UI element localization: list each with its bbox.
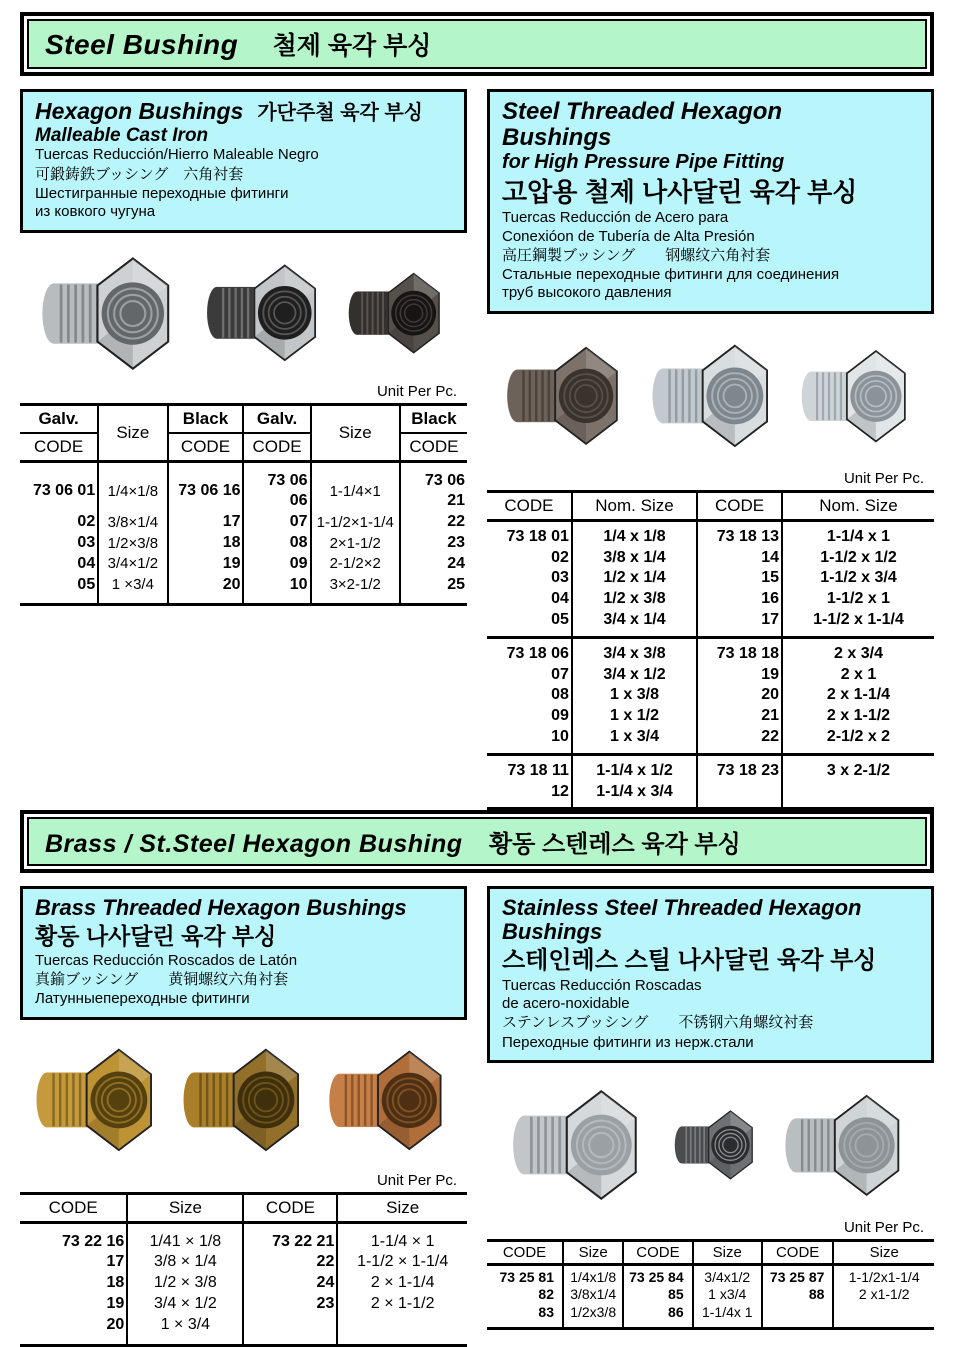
code-cell: 73 25 87 [762,1264,834,1286]
steel-title-en1: Steel Threaded Hexagon [502,98,783,125]
top-banner-title-en: Steel Bushing [45,29,239,60]
size-cell: 1/2 x 3/8 [572,589,697,610]
size-header: Size [337,1193,467,1222]
unit-per-pc-label: Unit Per Pc. [376,1171,457,1189]
brass-title-en: Brass Threaded Hexagon Bushings [35,895,407,921]
section-stainless-bushings [487,886,934,1330]
size-cell: 1-1/2 × 1-1/4 [337,1252,467,1273]
table-row [20,461,467,512]
code-cell: 22 [243,1252,337,1273]
hexagon-line-es: Tuercas Reducción/Hierro Maleable Negro [35,146,319,164]
stainless-medium-bushing-photo [777,1090,917,1198]
size-cell: 3/8x1/4 [563,1286,623,1304]
size-cell: 3/4 × 1/2 [127,1294,243,1315]
code-cell: 18 [106,1274,125,1292]
steel-title-en2: Bushings [502,123,612,151]
size-cell: 1/4x1/8 [563,1264,623,1286]
panel-title [35,99,454,125]
size-header: Size [98,404,167,461]
code-cell: 17 [106,1253,125,1271]
code-cell: 22 [447,513,465,531]
code-cell: 15 [697,568,782,589]
code-cell: 04 [77,554,96,572]
stainless-codes-table [487,1239,934,1331]
steel-title-ko: 고압용 철제 나사달린 육각 부싱 [502,176,858,207]
table-row [20,512,467,533]
brass-panel [20,886,467,1019]
code-cell: 20 [697,685,782,706]
code-cell: 03 [551,569,569,587]
code-cell: 08 [243,533,310,554]
hexagon-line-ru2: из ковкого чугуна [35,203,156,221]
size-cell: 3/8 x 1/4 [572,548,697,569]
section-hexagon-bushings [20,89,467,606]
black-header: Black [400,404,467,433]
stainless-line-ru: Переходные фитинги из нерж.стали [502,1033,754,1051]
table-row [487,665,934,686]
code-cell: 19 [697,665,782,686]
steel-line-es2: Conexióon de Tubería de Alta Presión [502,227,755,245]
stainless-title-en2: Bushings [502,919,603,945]
code-cell: 88 [762,1286,834,1304]
galvanized-black-bushing-photo [199,260,333,363]
table-row [487,727,934,754]
code-cell: 73 06 01 [32,481,96,499]
zinc-bushing-photo [644,340,786,449]
table-row [487,637,934,664]
size-cell: 1-1/2 x 1 [782,589,934,610]
copper-bushing-photo [321,1046,459,1152]
size-header: Size [311,404,400,461]
size-cell: 1-1/4 x 3/4 [572,782,697,809]
brass-codes-table [20,1192,467,1347]
code-cell: 07 [551,665,569,683]
size-cell: 1/2 × 3/8 [127,1273,243,1294]
galv-header: Galv. [243,404,310,433]
brass-title-ko: 황동 나사달린 육각 부싱 [35,923,277,950]
unit-per-pc-label: Unit Per Pc. [843,469,924,487]
steel-line-ru1: Стальные переходные фитинги для соединения [502,266,840,284]
galv-header: Galv. [20,404,98,433]
table-row [487,1286,934,1304]
top-banner-inner [27,19,927,69]
top-banner [20,12,934,76]
dark-steel-bushing-photo [499,342,635,447]
code-cell: 18 [222,533,241,551]
code-cell: 07 [243,512,310,533]
code-cell: 02 [551,548,569,566]
code-header: CODE [697,491,782,520]
code-header: CODE [502,1243,547,1261]
code-cell: 20 [106,1315,125,1333]
code-cell: 73 18 11 [507,761,569,779]
size-cell [337,1315,467,1345]
code-cell [243,1315,337,1345]
unit-per-pc-label: Unit Per Pc. [843,1218,924,1236]
stainless-small-bushing-photo [669,1107,765,1181]
table-row [20,533,467,554]
zinc-bushing-photo [794,346,922,444]
galvanized-bushing-photo [33,252,189,372]
brass-line-ru: Латунныепереходные фитинги [35,990,250,1008]
code-cell: 20 [222,575,241,593]
code-header: CODE [623,1240,692,1264]
hexagon-line-cjk: 可鍛鋳鉄ブッシング 六角衬套 [35,165,244,183]
stainless-line-es1: Tuercas Reducción Roscadas [502,976,702,994]
code-cell: 19 [222,554,241,572]
size-cell: 2-1/2×2 [311,554,400,575]
table-row [20,554,467,575]
steel-bushings-photos [487,318,934,468]
table-row [20,575,467,605]
section-brass-bushings [20,886,467,1346]
size-cell: 2-1/2 x 2 [782,727,934,754]
size-cell: 1/4×1/8 [98,461,167,512]
table-row [20,1294,467,1315]
size-cell: 2×1-1/2 [311,533,400,554]
code-cell: 09 [551,707,569,725]
code-cell: 73 18 06 [506,644,569,662]
stainless-large-bushing-photo [504,1085,656,1202]
code-cell: 73 25 84 [623,1264,692,1286]
size-cell: 1 x 1/2 [572,706,697,727]
code-cell: 22 [697,727,782,754]
code-cell: 82 [538,1286,554,1303]
code-header: CODE [504,495,554,515]
code-cell: 21 [697,706,782,727]
code-cell: 10 [243,575,310,605]
stainless-title-ko: 스테인레스 스틸 나사달린 육각 부싱 [502,946,877,974]
table-row [20,1273,467,1294]
steel-threaded-panel [487,89,934,314]
code-cell: 02 [77,513,96,531]
mid-banner-title-en: Brass / St.Steel Hexagon Bushing [45,830,463,859]
malleable-bushings-photos [20,239,467,381]
size-cell: 2 × 1-1/2 [337,1294,467,1315]
code-cell: 73 06 16 [178,481,241,499]
unit-per-pc-label: Unit Per Pc. [376,382,457,400]
brass-bushings-photos [20,1024,467,1170]
size-cell: 3/8×1/4 [98,512,167,533]
code-cell: 73 18 13 [697,520,782,547]
size-cell: 2 x1-1/2 [833,1286,934,1304]
size-header: Size [563,1240,623,1264]
code-cell: 73 18 23 [697,754,782,781]
table-row [487,782,934,809]
code-cell: 23 [243,1294,337,1315]
table-row [487,1304,934,1329]
size-cell: 2 x 1-1/4 [782,685,934,706]
size-cell: 1-1/2 x 1/2 [782,548,934,569]
hexagon-subtitle: Malleable Cast Iron [35,124,209,146]
nom-size-header: Nom. Size [572,491,697,520]
table-row [487,685,934,706]
bronze-bushing-photo [175,1044,317,1153]
code-cell: 08 [551,686,569,704]
code-cell: 12 [551,782,569,800]
code-cell: 73 18 01 [506,527,569,545]
code-header: CODE [48,1197,98,1217]
hexagon-title-en: Hexagon Bushings [35,98,244,124]
size-cell: 1-1/4 x 1/2 [572,754,697,781]
black-header: Black [168,404,244,433]
stainless-panel [487,886,934,1063]
size-cell: 1-1/2×1-1/4 [311,512,400,533]
size-cell: 1/2×3/8 [98,533,167,554]
mid-banner [20,810,934,873]
code-cell: 73 25 81 [499,1268,554,1285]
size-cell: 1/2x3/8 [563,1304,623,1329]
code-cell: 24 [243,1273,337,1294]
size-cell: 3×2-1/2 [311,575,400,605]
size-cell: 3/4x1/2 [693,1264,762,1286]
steel-codes-table [487,490,934,811]
table-row [487,754,934,781]
hexagon-title-ko: 가단주철 육각 부싱 [257,102,423,124]
code-cell: 73 22 16 [61,1232,125,1250]
table-row [487,1264,934,1286]
code-cell: 86 [623,1304,692,1329]
brass-line-es: Tuercas Reducción Roscados de Latón [35,951,298,969]
steel-line-ru2: труб высокого давления [502,284,672,302]
table-row [20,1252,467,1273]
table-row [487,568,934,589]
top-banner-title-ko: 철제 육각 부싱 [272,32,432,60]
code-cell: 73 18 18 [697,637,782,664]
size-cell: 1 x 3/8 [572,685,697,706]
stainless-line-cjk: ステンレスブッシング 不锈钢六角螺纹衬套 [502,1014,814,1032]
code-cell: 73 06 06 [243,461,310,512]
code-cell: 09 [243,554,310,575]
code-cell: 17 [697,610,782,637]
code-cell: 16 [697,589,782,610]
size-header: Size [127,1193,243,1222]
size-cell: 2 x 1 [782,665,934,686]
size-cell: 3/4×1/2 [98,554,167,575]
size-cell: 1/4 x 1/8 [572,520,697,547]
size-cell: 1-1/4 × 1 [337,1222,467,1252]
stainless-bushings-photos [487,1067,934,1217]
table-row [487,706,934,727]
hexagon-bushings-panel [20,89,467,233]
code-cell: 10 [551,727,569,745]
steel-line-es1: Tuercas Reducción de Acero para [502,209,729,227]
size-cell: 1-1/4 x 1 [782,520,934,547]
code-cell: 04 [551,590,569,608]
code-cell: 19 [106,1295,125,1313]
code-cell: 05 [551,610,569,628]
size-cell: 2 × 1-1/4 [337,1273,467,1294]
size-cell: 1-1/2 x 1-1/4 [782,610,934,637]
size-cell: 2 x 1-1/2 [782,706,934,727]
size-cell: 1-1/2 x 3/4 [782,568,934,589]
size-cell: 3/4 x 3/8 [572,637,697,664]
size-cell: 3/4 x 1/2 [572,665,697,686]
code-cell: 03 [77,533,96,551]
malleable-codes-table [20,403,467,607]
table-row [487,589,934,610]
table-row [20,1315,467,1345]
size-cell: 3/4 x 1/4 [572,610,697,637]
size-cell: 3 x 2-1/2 [782,754,934,781]
code-header: CODE [180,436,231,456]
code-cell: 73 22 21 [243,1222,337,1252]
size-cell: 1 × 3/4 [127,1315,243,1345]
stainless-title-en1: Stainless Steel Threaded Hexagon [502,895,862,921]
mid-banner-inner [27,817,927,866]
code-cell: 85 [623,1286,692,1304]
size-header: Size [693,1240,762,1264]
code-cell [697,782,782,809]
steel-line-cjk: 高圧鋼製ブッシング 钢螺纹六角衬套 [502,246,771,264]
code-header: CODE [243,433,310,462]
code-cell: 73 06 21 [424,471,465,510]
code-cell: 24 [447,554,465,572]
code-header: CODE [34,436,84,456]
brass-line-cjk: 真鍮ブッシング 黄铜螺纹六角衬套 [35,971,289,989]
table-row [487,548,934,569]
steel-title-en3: for High Pressure Pipe Fitting [502,150,785,173]
code-cell: 83 [538,1303,554,1320]
table-row [20,1222,467,1252]
size-cell: 1/41 × 1/8 [127,1222,243,1252]
code-header: CODE [243,1193,337,1222]
size-header: Size [833,1240,934,1264]
mid-banner-title-ko: 황동 스텐레스 육각 부싱 [488,831,741,859]
code-cell: 05 [77,575,96,593]
size-cell: 1-1/4x 1 [693,1304,762,1329]
size-cell [833,1304,934,1329]
hexagon-line-ru1: Шестигранные переходные фитинги [35,184,289,202]
black-bushing-photo [342,269,454,355]
code-header: CODE [762,1240,834,1264]
nom-size-header: Nom. Size [782,491,934,520]
size-cell: 1/2 x 1/4 [572,568,697,589]
size-cell [782,782,934,809]
brass-bushing-photo [28,1044,170,1153]
size-cell: 1 x3/4 [693,1286,762,1304]
code-header: CODE [409,436,459,456]
code-cell: 14 [697,548,782,569]
size-cell: 1 ×3/4 [98,575,167,605]
section-steel-threaded-bushings [487,89,934,810]
table-row [487,610,934,637]
table-row [487,520,934,547]
size-cell: 2 x 3/4 [782,637,934,664]
size-cell: 1-1/4×1 [311,461,400,512]
code-cell [762,1304,834,1329]
size-cell: 1 x 3/4 [572,727,697,754]
size-cell: 3/8 × 1/4 [127,1252,243,1273]
code-cell: 25 [447,575,465,593]
stainless-line-es2: de acero-noxidable [502,995,630,1013]
size-cell: 1-1/2x1-1/4 [833,1264,934,1286]
code-cell: 23 [447,533,465,551]
code-cell: 17 [222,513,241,531]
